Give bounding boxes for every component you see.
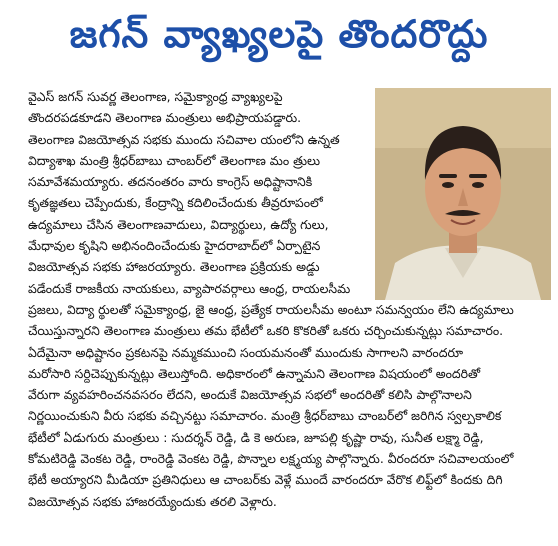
article-line: తొందరపడకూడని తెలంగాణ మంత్రులు అభిప్రాయపడ్డారు. (28, 110, 302, 126)
article-line: తెలంగాణ విజయోత్సవ సభకు ముందు సచివాల యంలోని ఉన్నత (28, 131, 340, 147)
article-line: కోమటిరెడ్డి వెంకట రెడ్డి, రాంరెడ్డి వెంకట రెడ్డి, పొన్నాల లక్ష్మయ్య పాల్గొన్నారు. వీరందరూ సచివాలయంలో (28, 451, 514, 467)
article-line: పడేందుకే రాజకీయ నాయకులు, వ్యాపారవర్గాలు ఆంధ్ర, రాయలసీమ (28, 280, 351, 296)
article-line: విద్యాశాఖ మంత్రి శ్రీధర్‌బాబు చాంబర్‌లో తెలంగాణ మం త్రులు (28, 152, 321, 168)
article-line: ప్రజలు, విద్యా ర్థులతో సమైక్యాంధ్ర, జై ఆంధ్ర, ప్రత్యేక రాయలసీమ అంటూ సమన్వయం లేని ఉద్యమాలు (28, 301, 514, 317)
headline: జగన్ వ్యాఖ్యలపై తొందరొద్దు (69, 12, 489, 56)
article-line: భేటీలో ఏడుగురు మంత్రులు : సుదర్శన్ రెడ్డి, డి కె అరుణ, జూపల్లి కృష్ణా రావు, సునీత లక్ష్మా రెడ్డి, (28, 429, 484, 445)
article-line: మరోసారి సర్దిచెప్పుకున్నట్లు తెలుస్తోంది. అధికారంలో ఉన్నామని తెలంగాణ విషయంలో అందరితో (28, 365, 481, 381)
article-line: విజయోత్సవ సభకు హాజరయ్యేందుకు తరలి వెళ్లారు. (28, 493, 277, 509)
article-line: ఏదేమైనా అధిష్టానం ప్రకటనపై నమ్మకముంచి సంయమనంతో ముందుకు సాగాలని వారందరూ (28, 344, 464, 360)
article-line: సమావేశమయ్యారు. తదనంతరం వారు కాంగ్రెస్ అధిష్టానానికి (28, 174, 313, 190)
article-body (28, 86, 550, 512)
article-line: నిర్ణయించుకుని వీరు సభకు వచ్చినట్టు సమాచారం. మంత్రి శ్రీధర్‌బాబు చాంబర్‌లో జరిగిన స్వల్పకాలిక (28, 408, 502, 424)
article-line: వైఎస్ జగన్ సువర్ణ తెలంగాణ, సమైక్యాంధ్ర వ్యాఖ్యలపై (28, 89, 283, 104)
article-line: విజయోత్సవ సభకు హాజరయ్యారు. తెలంగాణ ప్రక్రియకు అడ్డు (28, 259, 320, 275)
article-line: మేధావుల కృషిని అభినందించేందుకు హైదరాబాద్‌లో ఏర్పాటైన (28, 238, 321, 254)
article-line: ఉద్యమాలు చేసిన తెలంగాణవాదులు, విద్యార్థులు, ఉద్యో గులు, (28, 216, 329, 232)
article-line: చేయిస్తున్నారని తెలంగాణ మంత్రులు తమ భేటీలో ఒకరి కొకరితో ఒకరు చర్చించుకున్నట్లు సమాచారం. (28, 323, 504, 339)
article-line: కృతజ్ఞతలు చెప్పేందుకు, కేంద్రాన్ని కదిలించేందుకు తీవ్రరూపంలో (28, 195, 323, 211)
article-line: వేరుగా వ్యవహరించనవసరం లేదని, అందుకే విజయోత్సవ సభలో అందరితో కలిసి పాల్గొనాలని (28, 387, 472, 403)
article-line: భేటీ అయ్యారని మీడియా ప్రతినిధులు ఆ చాంబర్‌కు వెళ్లే ముందే వారందరూ వేరొక లిఫ్ట్‌లో కిందకు దిగి (28, 472, 503, 488)
